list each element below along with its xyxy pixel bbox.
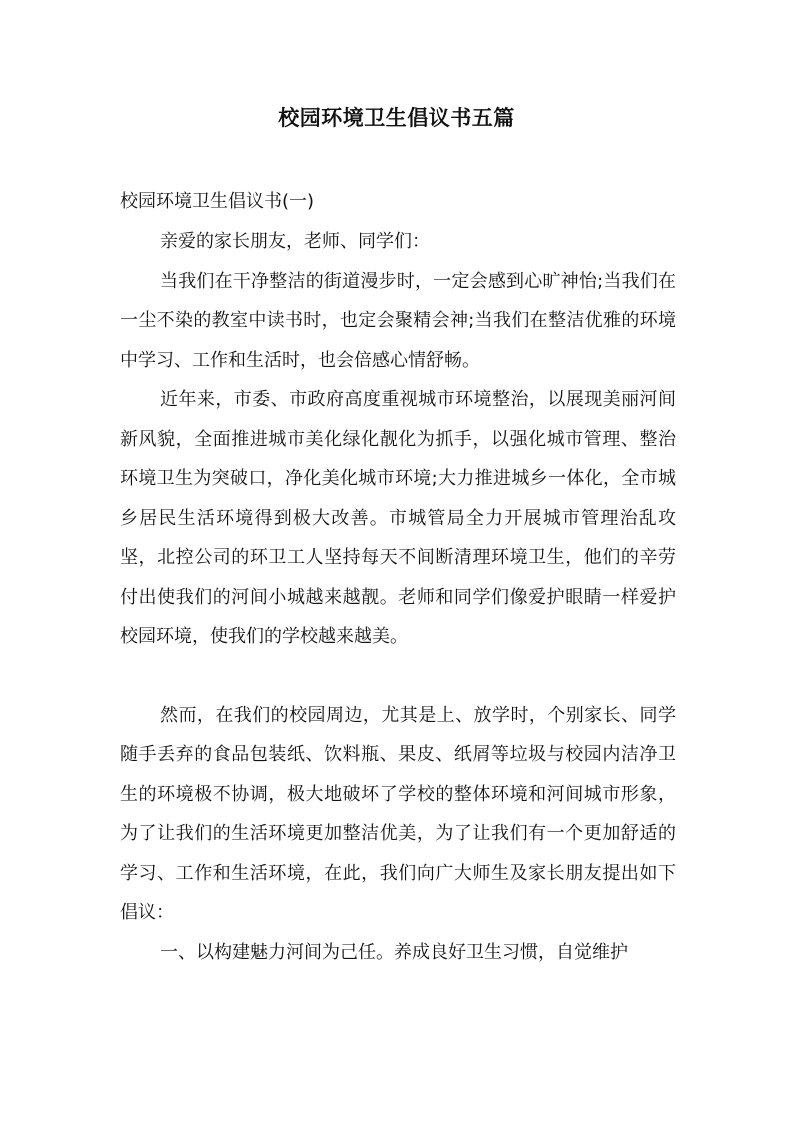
paragraph: 近年来，市委、市政府高度重视城市环境整治，以展现美丽河间新风貌，全面推进城市美化绿化靓化为抓手，以强化城市管理、整治环境卫生为突破口，净化美化城市环境;大力推进城乡一体化，全市城乡居民生活环境得到极大改善。市城管局全力开展城市管理治乱攻坚，北控公司的环卫工人坚持每天不间断清理环境卫生，他们的辛劳付出使我们的河间小城越来越靓。老师和同学们像爱护眼睛一样爱护校园环境，使我们的学校越来越美。 — [120, 389, 676, 647]
paragraph: 一、以构建魅力河间为己任。养成良好卫生习惯，自觉维护 — [160, 941, 628, 963]
paragraph-salutation: 亲爱的家长朋友，老师、同学们： — [160, 231, 430, 252]
section-heading: 校园环境卫生倡议书(一) — [120, 191, 315, 212]
document-title: 校园环境卫生倡议书五篇 — [278, 106, 515, 130]
paragraph: 当我们在干净整洁的街道漫步时，一定会感到心旷神怡;当我们在一尘不染的教室中读书时，也定会聚精会神;当我们在整洁优雅的环境中学习、工作和生活时，也会倍感心情舒畅。 — [120, 270, 676, 371]
document-body — [120, 222, 676, 972]
paragraph: 然而，在我们的校园周边，尤其是上、放学时，个别家长、同学随手丢弃的食品包装纸、饮料瓶、果皮、纸屑等垃圾与校园内洁净卫生的环境极不协调，极大地破坏了学校的整体环境和河间城市形象，为了让我们的生活环境更加整洁优美，为了让我们有一个更加舒适的学习、工作和生活环境，在此，我们向广大师生及家长朋友提出如下倡议： — [120, 704, 676, 923]
